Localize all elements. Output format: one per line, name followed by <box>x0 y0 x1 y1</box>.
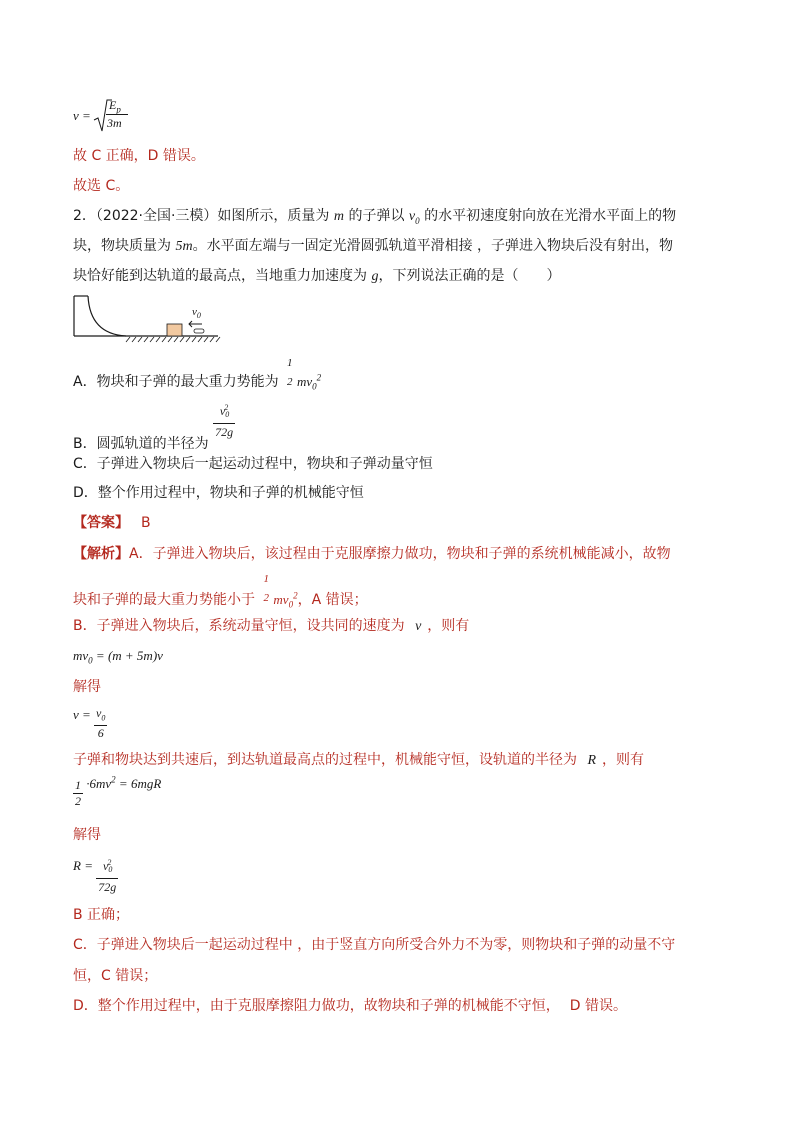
option-c: C．子弹进入物块后一起运动过程中，物块和子弹动量守恒 <box>73 456 433 472</box>
formula-lhs: v = <box>73 108 91 123</box>
analysis-line-7: 恒，C 错误； <box>73 968 158 984</box>
option-d: D．整个作用过程中，物块和子弹的机械能守恒 <box>73 485 364 501</box>
formula-num: $E_p$ <box>109 98 121 115</box>
equation-velocity: v = $\frac{v_0}{6}$ <box>73 706 106 741</box>
analysis-line-2: 块和子弹的最大重力势能小于 1 2 $mv_0^2$，A 错误； <box>73 573 368 610</box>
analysis-line-1: 【解析】A．子弹进入物块后，该过程由于克服摩擦力做功，物块和子弹的系统机械能减小，故物 <box>73 546 671 562</box>
question-line-1: 2．（2022·全国·三模）如图所示，质量为 m 的子弹以 $v_0$ 的水平初速度射向放在光滑水平面上的物 <box>73 208 677 226</box>
analysis-line-5: B 正确； <box>73 907 130 923</box>
analysis-line-6: C．子弹进入物块后一起运动过程中 ，由于竖直方向所受合外力不为零，则物块和子弹的动量不守 <box>73 937 676 953</box>
conclusion-line: 故 C 正确，D 错误。 <box>73 148 205 164</box>
question-line-3: 块恰好能到达轨道的最高点，当地重力加速度为 g，下列说法正确的是（ ） <box>73 268 561 284</box>
equation-radius: R = $\frac{v_0^2}{72g}$ <box>73 857 117 894</box>
solve-label-1: 解得 <box>73 679 101 695</box>
question-figure <box>72 294 222 346</box>
answer-line: 【答案】 B <box>73 515 151 531</box>
option-b-fraction: $\frac{v_0^2}{72g}$ <box>215 403 234 439</box>
figure-velocity-label: $v_0$ <box>192 306 201 321</box>
option-b: B．圆弧轨道的半径为 $\frac{v_0^2}{72g}$ <box>73 400 235 440</box>
option-a-fraction: 1 2 <box>287 357 293 388</box>
analysis-line-4: 子弹和物块达到共速后，到达轨道最高点的过程中，机械能守恒，设轨道的半径为 R ，则有 <box>73 752 645 768</box>
analysis-line-8: D．整个作用过程中，由于克服摩擦阻力做功，故物块和子弹的机械能不守恒， D 错误。 <box>73 998 628 1014</box>
block <box>167 324 182 336</box>
option-a: A．物块和子弹的最大重力势能为 1 2 $mv_0^2$ <box>73 357 322 392</box>
equation-energy: $\frac{1}{2}$ $\cdot 6mv^2 = 6mgR$ <box>75 775 162 808</box>
solve-label-2: 解得 <box>73 827 101 843</box>
formula-bar <box>106 114 128 115</box>
equation-momentum: $mv_0 = (m + 5m)v$ <box>73 648 163 666</box>
choice-line: 故选 C。 <box>73 178 130 194</box>
bullet <box>194 329 204 333</box>
formula-den: 3m <box>107 116 122 130</box>
analysis-line-3: B．子弹进入物块后，系统动量守恒，设共同的速度为 v ，则有 <box>73 618 470 634</box>
question-line-2: 块，物块质量为 5m。水平面左端与一固定光滑圆弧轨道平滑相接 ，子弹进入物块后没有射出，物 <box>73 238 674 254</box>
